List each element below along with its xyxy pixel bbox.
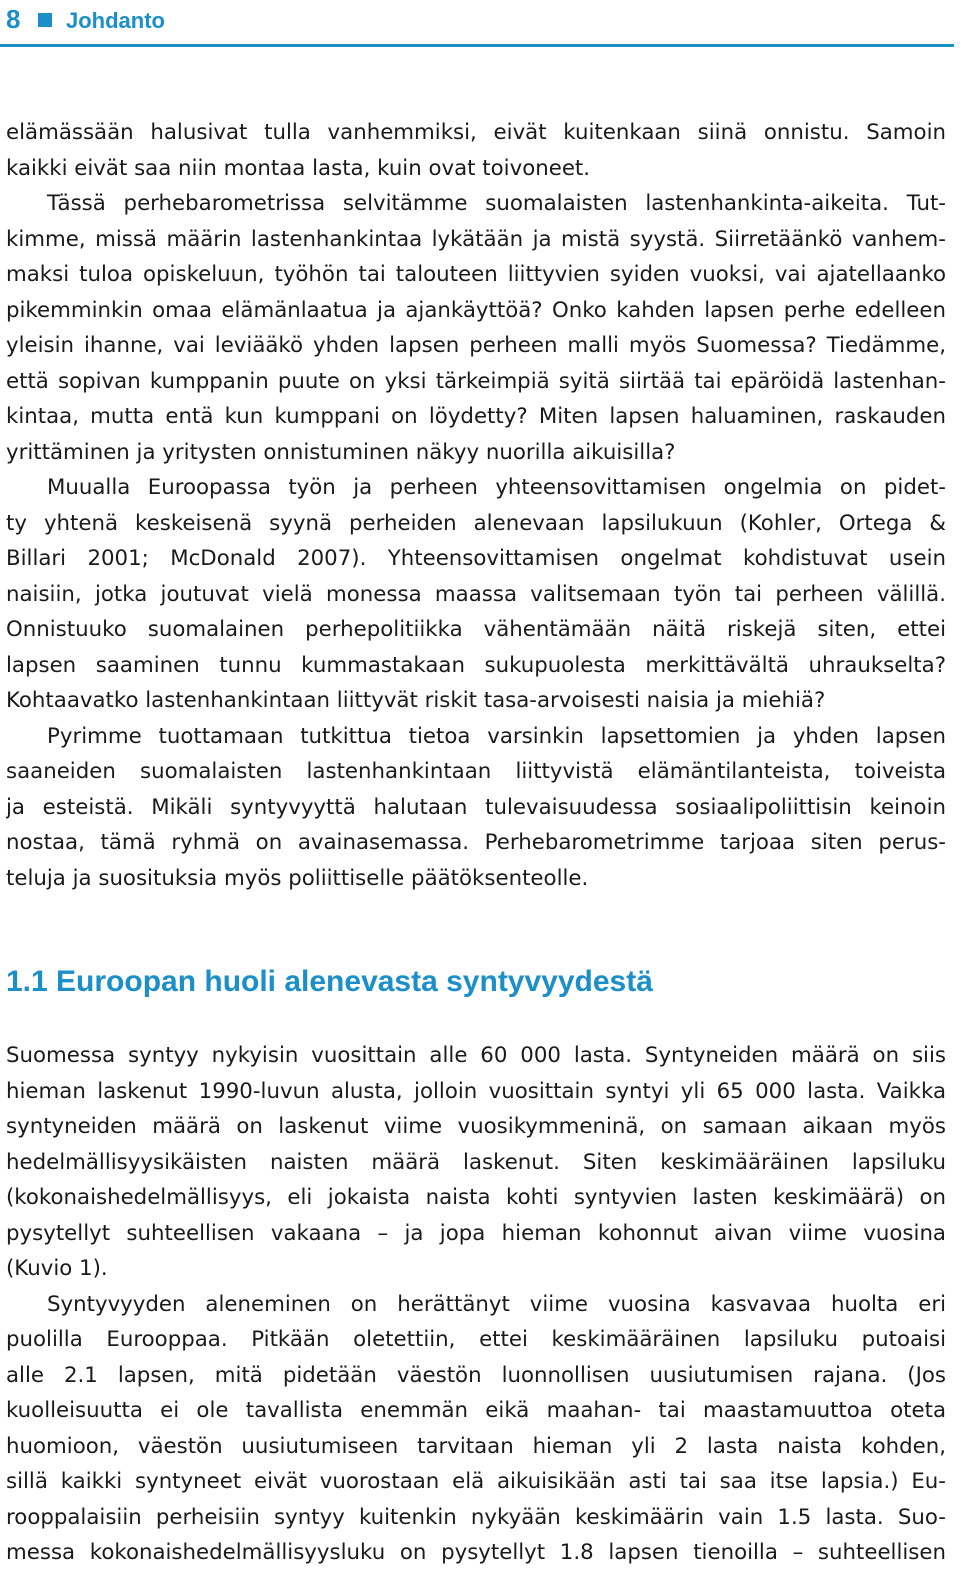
- text-block-intro: [6, 115, 946, 896]
- text-line: Onnistuuko suomalainen perhepolitiikka vähentämään näitä riskejä siten, ettei: [6, 617, 946, 642]
- text-line: elämässään halusivat tulla vanhemmiksi, eivät kuitenkaan siinä onnistu. Samoin: [6, 120, 946, 145]
- text-line: syntyneiden määrä on laskenut viime vuosikymmeninä, on samaan aikaan myös: [6, 1114, 946, 1139]
- text-line: yrittäminen ja yritysten onnistuminen näkyy nuorilla aikuisilla?: [6, 439, 676, 465]
- section-heading: 1.1 Euroopan huoli alenevasta syntyvyydestä: [6, 965, 653, 998]
- text-line: Kohtaavatko lastenhankintaan liittyvät riskit tasa-arvoisesti naisia ja miehiä?: [6, 688, 826, 713]
- chapter-title: Johdanto: [66, 8, 165, 33]
- text-line: (kokonaishedelmällisyys, eli jokaista naista kohti syntyvien lasten keskimäärä) on: [6, 1185, 946, 1210]
- text-line: alle 2.1 lapsen, mitä pidetään väestön luonnollisen uusiutumisen rajana. (Jos: [6, 1362, 946, 1388]
- text-line: teluja ja suosituksia myös poliittiselle päätöksenteolle.: [6, 865, 589, 891]
- text-line: naisiin, jotka joutuvat vielä monessa maassa valitsemaan työn tai perheen välillä.: [6, 581, 946, 607]
- text-line: Tässä perhebarometrissa selvitämme suomalaisten lastenhankinta-aikeita. Tut-: [47, 191, 946, 216]
- text-line: kintaa, mutta entä kun kumppani on löydetty? Miten lapsen haluaminen, raskauden: [6, 404, 946, 429]
- page-header: [0, 0, 954, 47]
- text-line: huomioon, väestön uusiutumiseen tarvitaan hieman yli 2 lasta naista kohden,: [6, 1433, 946, 1459]
- text-line: messa kokonaishedelmällisyysluku on pysytellyt 1.8 lapsen tienoilla – suhteellisen: [6, 1540, 946, 1565]
- text-line: hedelmällisyysikäisten naisten määrä laskenut. Siten keskimääräinen lapsiluku: [6, 1149, 946, 1175]
- text-line: Pyrimme tuottamaan tutkittua tietoa varsinkin lapsettomien ja yhden lapsen: [47, 723, 946, 749]
- text-line: puolilla Eurooppaa. Pitkään oletettiin, ettei keskimääräinen lapsiluku putoaisi: [6, 1327, 946, 1352]
- text-line: maksi tuloa opiskeluun, työhön tai talouteen liittyvien syiden vuoksi, vai ajatellaanko: [6, 262, 946, 287]
- text-line: pikemminkin omaa elämänlaatua ja ajankäyttöä? Onko kahden lapsen perhe edelleen: [6, 297, 946, 323]
- text-line: lapsen saaminen tunnu kummastakaan sukupuolesta merkittävältä uhraukselta?: [6, 652, 946, 678]
- text-block-section: [6, 1038, 946, 1571]
- page-number: 8: [6, 4, 21, 34]
- text-line: Syntyvyyden aleneminen on herättänyt viime vuosina kasvavaa huolta eri: [47, 1291, 946, 1317]
- text-line: rooppalaisiin perheisiin syntyy kuitenkin nykyään keskimäärin vain 1.5 lasta. Suo-: [6, 1504, 946, 1530]
- text-line: ja esteistä. Mikäli syntyvyyttä halutaan tulevaisuudessa sosiaalipoliittisin keinoin: [6, 794, 946, 820]
- text-line: saaneiden suomalaisten lastenhankintaan liittyvistä elämäntilanteista, toiveista: [6, 759, 946, 784]
- text-line: Billari 2001; McDonald 2007). Yhteensovittamisen ongelmat kohdistuvat usein: [6, 546, 946, 571]
- text-line: nostaa, tämä ryhmä on avainasemassa. Perhebarometrimme tarjoaa siten perus-: [6, 830, 946, 855]
- text-line: kuolleisuutta ei ole tavallista enemmän eikä maahan- tai maastamuuttoa oteta: [6, 1398, 946, 1423]
- text-line: hieman laskenut 1990-luvun alusta, jolloin vuosittain syntyi yli 65 000 lasta. Vaikka: [6, 1078, 946, 1104]
- text-line: pysytellyt suhteellisen vakaana – ja jopa hieman kohonnut aivan viime vuosina: [6, 1220, 946, 1246]
- text-line: sillä kaikki syntyneet eivät vuorostaan elä aikuisikään asti tai saa itse lapsia.) Eu-: [6, 1469, 946, 1494]
- text-line: että sopivan kumppanin puute on yksi tärkeimpiä syitä siirtää tai epäröidä lastenhan-: [6, 368, 946, 394]
- square-bullet-icon: [38, 13, 52, 27]
- text-line: kimme, missä määrin lastenhankintaa lykätään ja mistä syystä. Siirretäänkö vanhem-: [6, 226, 946, 252]
- text-line: yleisin ihanne, vai leviääkö yhden lapsen perheen malli myös Suomessa? Tiedämme,: [6, 333, 946, 358]
- text-line: (Kuvio 1).: [6, 1256, 108, 1281]
- text-line: kaikki eivät saa niin montaa lasta, kuin ovat toivoneet.: [6, 155, 591, 181]
- text-line: Suomessa syntyy nykyisin vuosittain alle 60 000 lasta. Syntyneiden määrä on siis: [6, 1043, 946, 1068]
- text-line: Muualla Euroopassa työn ja perheen yhteensovittamisen ongelmia on pidet-: [47, 475, 946, 500]
- text-line: ty yhtenä keskeisenä syynä perheiden alenevaan lapsilukuun (Kohler, Ortega &: [6, 510, 946, 536]
